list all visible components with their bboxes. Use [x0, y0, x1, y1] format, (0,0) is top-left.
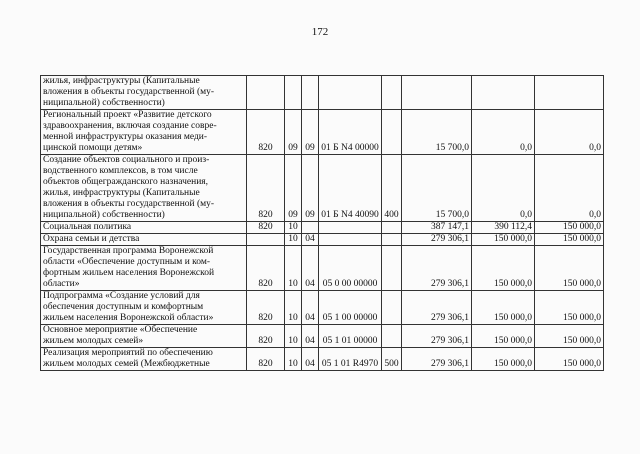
item-name-line: обеспечения доступным и комфортным	[43, 302, 204, 312]
expense-type-cell	[382, 246, 402, 291]
amount-year2-cell: 150 000,0	[472, 234, 535, 246]
item-name-line: водственного комплексов, в том числе	[43, 166, 198, 176]
table-body	[41, 76, 604, 371]
table-row	[41, 291, 604, 325]
amount-year1-cell: 279 306,1	[402, 234, 472, 246]
item-name-line: объектов общегражданского назначения,	[43, 177, 209, 187]
item-name-cell	[41, 110, 247, 155]
section-code-cell: 10	[285, 291, 302, 325]
expense-type-cell	[382, 76, 402, 110]
item-name-line: области»	[43, 279, 80, 289]
item-name-line: жилья, инфраструктуры (Капитальные	[43, 76, 200, 86]
grbs-code-cell: 820	[247, 110, 285, 155]
amount-year2-cell: 390 112,4	[472, 222, 535, 234]
section-code-cell: 10	[285, 246, 302, 291]
section-code-cell: 10	[285, 348, 302, 371]
amount-year1-cell: 15 700,0	[402, 110, 472, 155]
item-name-line: цинской помощи детям»	[43, 143, 143, 153]
expense-type-cell	[382, 291, 402, 325]
amount-year2-cell: 150 000,0	[472, 325, 535, 348]
item-name-cell	[41, 155, 247, 222]
item-name-line: вложения в объекты государственной (му-	[43, 87, 215, 97]
table-row	[41, 110, 604, 155]
amount-year2-cell: 0,0	[472, 155, 535, 222]
item-name-line: Охрана семьи и детства	[43, 234, 140, 244]
item-name-line: Реализация мероприятий по обеспечению	[43, 348, 213, 358]
target-article-cell	[319, 222, 382, 234]
subsection-code-cell: 04	[302, 325, 319, 348]
item-name-cell	[41, 348, 247, 371]
item-name-cell	[41, 246, 247, 291]
grbs-code-cell: 820	[247, 222, 285, 234]
amount-year1-cell: 15 700,0	[402, 155, 472, 222]
grbs-code-cell	[247, 234, 285, 246]
amount-year1-cell: 387 147,1	[402, 222, 472, 234]
amount-year3-cell: 150 000,0	[535, 222, 604, 234]
subsection-code-cell: 09	[302, 110, 319, 155]
item-name-cell	[41, 222, 247, 234]
item-name-line: менной инфраструктуры оказания меди-	[43, 132, 208, 142]
item-name-cell	[41, 76, 247, 110]
amount-year2-cell	[472, 76, 535, 110]
item-name-line: здравоохранения, включая создание совре-	[43, 121, 217, 131]
subsection-code-cell: 04	[302, 246, 319, 291]
amount-year3-cell: 0,0	[535, 155, 604, 222]
item-name-line: Региональный проект «Развитие детского	[43, 110, 212, 120]
item-name-line: Создание объектов социального и произ-	[43, 155, 210, 165]
item-name-line: жильем молодых семей (Межбюджетные	[43, 359, 210, 369]
amount-year2-cell: 150 000,0	[472, 246, 535, 291]
amount-year3-cell: 150 000,0	[535, 348, 604, 371]
subsection-code-cell	[302, 222, 319, 234]
table-row	[41, 234, 604, 246]
subsection-code-cell	[302, 76, 319, 110]
target-article-cell: 01 Б N4 00000	[319, 110, 382, 155]
target-article-cell: 05 1 01 R4970	[319, 348, 382, 371]
grbs-code-cell: 820	[247, 246, 285, 291]
amount-year3-cell: 0,0	[535, 110, 604, 155]
page-number: 172	[311, 26, 329, 38]
amount-year3-cell: 150 000,0	[535, 234, 604, 246]
amount-year1-cell: 279 306,1	[402, 291, 472, 325]
subsection-code-cell: 09	[302, 155, 319, 222]
budget-table	[40, 75, 604, 371]
grbs-code-cell: 820	[247, 325, 285, 348]
target-article-cell: 01 Б N4 40090	[319, 155, 382, 222]
item-name-line: вложения в объекты государственной (му-	[43, 199, 215, 209]
target-article-cell	[319, 234, 382, 246]
item-name-line: Государственная программа Воронежской	[43, 246, 214, 256]
subsection-code-cell: 04	[302, 291, 319, 325]
item-name-cell	[41, 291, 247, 325]
section-code-cell: 10	[285, 222, 302, 234]
item-name-line: фортным жильем населения Воронежской	[43, 268, 215, 278]
grbs-code-cell: 820	[247, 291, 285, 325]
item-name-cell	[41, 325, 247, 348]
table-row	[41, 325, 604, 348]
item-name-line: ниципальной) собственности)	[43, 210, 165, 220]
section-code-cell	[285, 76, 302, 110]
table-row	[41, 246, 604, 291]
amount-year3-cell: 150 000,0	[535, 246, 604, 291]
item-name-line: жилья, инфраструктуры (Капитальные	[43, 188, 200, 198]
grbs-code-cell: 820	[247, 155, 285, 222]
table-row	[41, 155, 604, 222]
item-name-line: жильем молодых семей»	[43, 336, 144, 346]
item-name-line: ниципальной) собственности)	[43, 98, 165, 108]
amount-year1-cell: 279 306,1	[402, 246, 472, 291]
item-name-line: Основное мероприятие «Обеспечение	[43, 325, 198, 335]
table-row	[41, 222, 604, 234]
target-article-cell: 05 1 01 00000	[319, 325, 382, 348]
subsection-code-cell: 04	[302, 234, 319, 246]
item-name-line: Социальная политика	[43, 222, 132, 232]
amount-year1-cell: 279 306,1	[402, 348, 472, 371]
grbs-code-cell: 820	[247, 348, 285, 371]
item-name-line: жильем населения Воронежской области»	[43, 313, 214, 323]
target-article-cell: 05 0 00 00000	[319, 246, 382, 291]
target-article-cell: 05 1 00 00000	[319, 291, 382, 325]
expense-type-cell	[382, 110, 402, 155]
item-name-line: области «Обеспечение доступным и ком-	[43, 257, 211, 267]
table-row	[41, 348, 604, 371]
amount-year3-cell: 150 000,0	[535, 291, 604, 325]
grbs-code-cell	[247, 76, 285, 110]
amount-year2-cell: 150 000,0	[472, 291, 535, 325]
amount-year2-cell: 0,0	[472, 110, 535, 155]
section-code-cell: 09	[285, 155, 302, 222]
subsection-code-cell: 04	[302, 348, 319, 371]
item-name-cell	[41, 234, 247, 246]
expense-type-cell	[382, 222, 402, 234]
item-name-line: Подпрограмма «Создание условий для	[43, 291, 200, 301]
expense-type-cell: 400	[382, 155, 402, 222]
target-article-cell	[319, 76, 382, 110]
expense-type-cell	[382, 325, 402, 348]
section-code-cell: 09	[285, 110, 302, 155]
expense-type-cell	[382, 234, 402, 246]
amount-year3-cell	[535, 76, 604, 110]
amount-year1-cell: 279 306,1	[402, 325, 472, 348]
table-row	[41, 76, 604, 110]
amount-year1-cell	[402, 76, 472, 110]
amount-year2-cell: 150 000,0	[472, 348, 535, 371]
section-code-cell: 10	[285, 325, 302, 348]
expense-type-cell: 500	[382, 348, 402, 371]
section-code-cell: 10	[285, 234, 302, 246]
amount-year3-cell: 150 000,0	[535, 325, 604, 348]
